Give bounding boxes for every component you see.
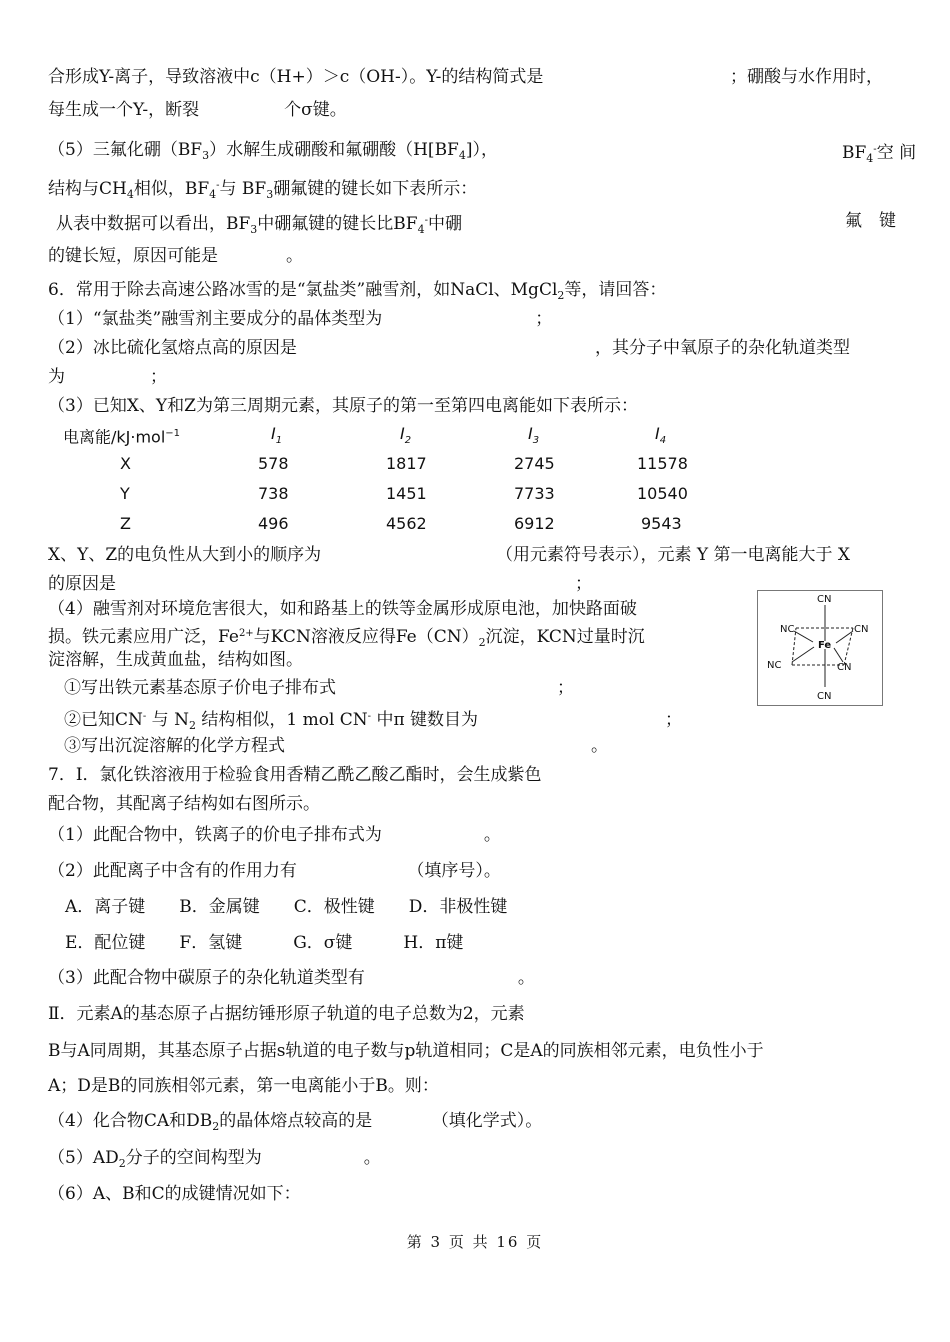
text-line: 结构与$CH_4$相似，$BF_4^-$与 $BF_3$硼氟键的键长如下表所示： [48,179,478,201]
dashed-edge [844,628,853,665]
text-line: （1）“氯盐类”融雪剂主要成分的晶体类型为 ； [48,309,553,329]
text-line: 淀溶解，生成黄血盐，结构如图。 [48,650,303,670]
table-cell: 4562 [386,514,427,533]
text-line: 的键长短，原因可能是 。 [48,246,303,266]
text-line: （6）A、B和C的成键情况如下： [48,1184,301,1204]
options-line: E．配位键 F．氢键 G．σ键 H．π键 [48,933,464,953]
text-line: $(5)AD_2$分子的空间构型为 。 [48,1148,381,1170]
ligand-right-top: CN [854,624,869,635]
table-cell: 578 [258,454,289,473]
ligand-top: CN [817,594,832,605]
table-cell: 10540 [637,484,688,503]
text-line: $BF_4^-$空 间 [842,143,917,165]
page-footer: 第 3 页 共 16 页 [406,1233,544,1251]
bond-line [794,631,813,642]
ligand-left-top: NC [780,624,795,635]
question-5: （5）三氟化硼$(BF_3)$水解生成硼酸和氟硼酸$(H[BF_4])$， [48,140,498,162]
row-label: Y [120,484,130,503]
ligand-left-bottom: NC [767,660,782,671]
text-line: （3）此配合物中碳原子的杂化轨道类型有 。 [48,968,535,988]
table-cell: 496 [258,514,289,533]
text-line: ；硼酸与水作用时， [730,67,883,87]
column-header: $I_4$ [655,424,667,447]
text-line: Ⅱ．元素A的基态原子占据纺锤形原子轨道的电子总数为2，元素 [48,1004,525,1024]
text-line: ①写出铁元素基态原子价电子排布式 ； [64,678,574,698]
text-line: 每生成一个Y-，断裂 个σ键。 [48,100,347,120]
text-line: 氟 键 [845,211,896,231]
text-line: 损。铁元素应用广泛，$Fe^{2+}$与KCN溶液反应得$Fe(CN)_2$沉淀，KCN过量时沉 [48,627,645,649]
text-line: 合形成Y-离子，导致溶液中c（H+）＞c（OH-）。Y-的结构简式是 [48,67,544,87]
table-cell: 2745 [514,454,555,473]
text-line: （2）此配离子中含有的作用力有 （填序号）。 [48,861,501,881]
column-header: $I_2$ [400,424,412,447]
text-line: ③写出沉淀溶解的化学方程式 。 [64,736,608,756]
text-line: X、Y、Z的电负性从大到小的顺序为 [48,545,322,565]
row-label: Z [120,514,131,533]
text-line: （1）此配合物中，铁离子的价电子排布式为 。 [48,825,501,845]
table-cell: 6912 [514,514,555,533]
text-line: B与A同周期，其基态原子占据s轨道的电子数与p轨道相同；C是A的同族相邻元素，电负性小于 [48,1041,764,1061]
table-header-label: 电离能/kJ·mol$^{-1}$ [63,427,181,447]
text-line: 的原因是 ； [48,574,592,594]
text-line: A；D是B的同族相邻元素，第一电离能小于B。则： [48,1076,439,1096]
structure-diagram [758,591,882,705]
text-line: 从表中数据可以看出，$BF_3$中硼氟键的键长比$BF_4^-$中硼 [56,214,462,236]
table-cell: 1817 [386,454,427,473]
ferrocyanide-structure-figure [757,590,883,706]
text-line: 为 ； [48,367,167,387]
text-line: 配合物，其配离子结构如右图所示。 [48,794,320,814]
column-header: $I_3$ [528,424,540,447]
bond-line [836,631,853,643]
options-line: A．离子键 B．金属键 C．极性键 D．非极性键 [48,897,508,917]
table-cell: 9543 [641,514,682,533]
text-line: （4）化合物CA和$DB_2$的晶体熔点较高的是 （填化学式）。 [48,1111,543,1133]
text-line: （2）冰比硫化氢熔点高的原因是 [48,338,297,358]
text-line: ②已知CN- 与 $N_2$ 结构相似，1 mol CN- 中π 键数目为 ； [64,710,683,732]
text-line: （4）融雪剂对环境危害很大，如和路基上的铁等金属形成原电池，加快路面破 [48,599,637,619]
ligand-bottom: CN [817,691,832,702]
question-6: 6．常用于除去高速公路冰雪的是“氯盐类”融雪剂，如NaCl、MgCl$_2$等，请回答： [48,280,667,302]
bond-line [792,647,814,662]
text-line: ，其分子中氧原子的杂化轨道类型 [595,338,850,358]
bond-line [834,648,843,662]
table-cell: 11578 [637,454,688,473]
row-label: X [120,454,131,473]
table-cell: 1451 [386,484,427,503]
column-header: $I_1$ [271,424,283,447]
table-cell: 738 [258,484,289,503]
metal-center: Fe [818,640,832,651]
ligand-right-bottom: CN [837,662,852,673]
table-cell: 7733 [514,484,555,503]
text-line: （用元素符号表示），元素 Y 第一电离能大于 X [496,545,851,565]
question-7: 7．Ⅰ．氯化铁溶液用于检验食用香精乙酰乙酸乙酯时，会生成紫色 [48,765,542,785]
text-line: （3）已知X、Y和Z为第三周期元素，其原子的第一至第四电离能如下表所示： [48,396,638,416]
